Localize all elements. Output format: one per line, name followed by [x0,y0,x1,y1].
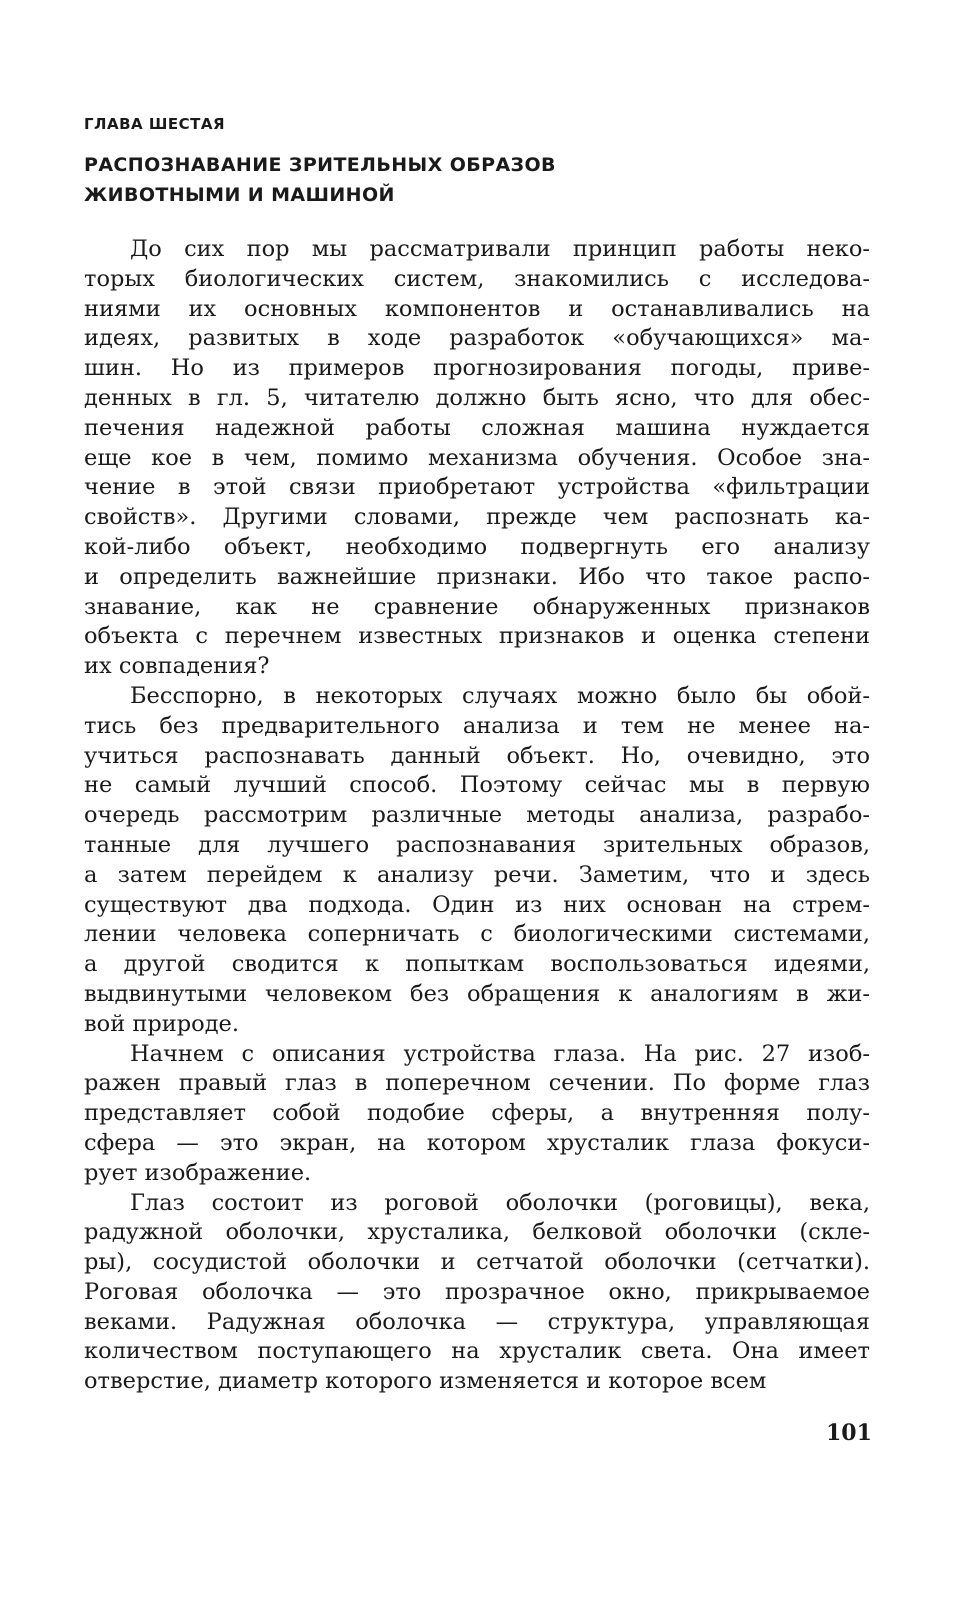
text-line: Начнем с описания устройства глаза. На рис. 27 изоб- [130,1040,870,1067]
text-line: объекта с перечнем известных признаков и оценка степени [84,623,870,650]
text-line: знавание, как не сравнение обнаруженных признаков [84,593,870,620]
chapter-title [84,150,556,210]
text-line: веками. Радужная оболочка — структура, управляющая [84,1308,870,1335]
text-line: еще кое в чем, помимо механизма обучения. Особое зна- [84,444,870,471]
paragraph [84,1189,870,1398]
text-line: Глаз состоит из роговой оболочки (роговицы), века, [130,1189,870,1216]
text-line: очередь рассмотрим различные методы анализа, разрабо- [84,802,870,829]
text-line: а другой сводится к попыткам воспользоваться идеями, [84,951,870,978]
text-line: танные для лучшего распознавания зрительных образов, [84,831,870,858]
paragraph [84,682,870,1040]
body-text [84,235,870,1397]
text-line: радужной оболочки, хрусталика, белковой оболочки (скле- [84,1219,870,1246]
text-line: их совпадения? [84,653,270,680]
text-line: ражен правый глаз в поперечном сечении. По форме глаз [84,1070,870,1097]
text-line: денных в гл. 5, читателю должно быть ясно, что для обес- [84,384,870,411]
text-line: Бесспорно, в некоторых случаях можно было бы обой- [130,682,870,709]
text-line: печения надежной работы сложная машина нуждается [84,414,870,441]
text-line: свойств». Другими словами, прежде чем распознать ка- [84,504,870,531]
text-line: лении человека соперничать с биологическими системами, [84,921,870,948]
text-line: представляет собой подобие сферы, а внутренняя полу- [84,1100,870,1127]
chapter-title-line: РАСПОЗНАВАНИЕ ЗРИТЕЛЬНЫХ ОБРАЗОВ [84,154,556,176]
text-line: и определить важнейшие признаки. Ибо что такое распо- [84,563,870,590]
text-line: шин. Но из примеров прогнозирования погоды, приве- [84,355,870,382]
text-line: существуют два подхода. Один из них основан на стрем- [84,891,870,918]
text-line: выдвинутыми человеком без обращения к аналогиям в жи- [84,980,870,1007]
text-line: а затем перейдем к анализу речи. Заметим, что и здесь [84,861,870,888]
chapter-label: ГЛАВА ШЕСТАЯ [84,115,226,133]
text-line: ниями их основных компонентов и останавливались на [84,295,870,322]
text-line: сфера — это экран, на котором хрусталик глаза фокуси- [84,1129,870,1156]
paragraph [84,235,870,682]
text-line: учиться распознавать данный объект. Но, очевидно, это [84,742,870,769]
text-line: рует изображение. [84,1159,312,1186]
text-line: чение в этой связи приобретают устройства «фильтрации [84,474,870,501]
text-line: ры), сосудистой оболочки и сетчатой оболочки (сетчатки). [84,1249,870,1276]
text-line: торых биологических систем, знакомились с исследова- [84,265,870,292]
text-line: количеством поступающего на хрусталик света. Она имеет [84,1338,870,1365]
text-line: вой природе. [84,1010,240,1037]
paragraph [84,1040,870,1189]
text-line: До сих пор мы рассматривали принцип работы неко- [130,236,870,262]
text-line: тись без предварительного анализа и тем не менее на- [84,712,870,739]
text-line: кой-либо объект, необходимо подвергнуть его анализу [84,533,870,560]
text-line: идеях, развитых в ходе разработок «обучающихся» ма- [84,325,870,352]
text-line: не самый лучший способ. Поэтому сейчас мы в первую [84,772,870,799]
chapter-title-line: ЖИВОТНЫМИ И МАШИНОЙ [84,184,395,206]
text-line: Роговая оболочка — это прозрачное окно, прикрываемое [84,1278,870,1305]
page-number: 101 [826,1420,872,1446]
text-line: отверстие, диаметр которого изменяется и которое всем [84,1368,767,1395]
